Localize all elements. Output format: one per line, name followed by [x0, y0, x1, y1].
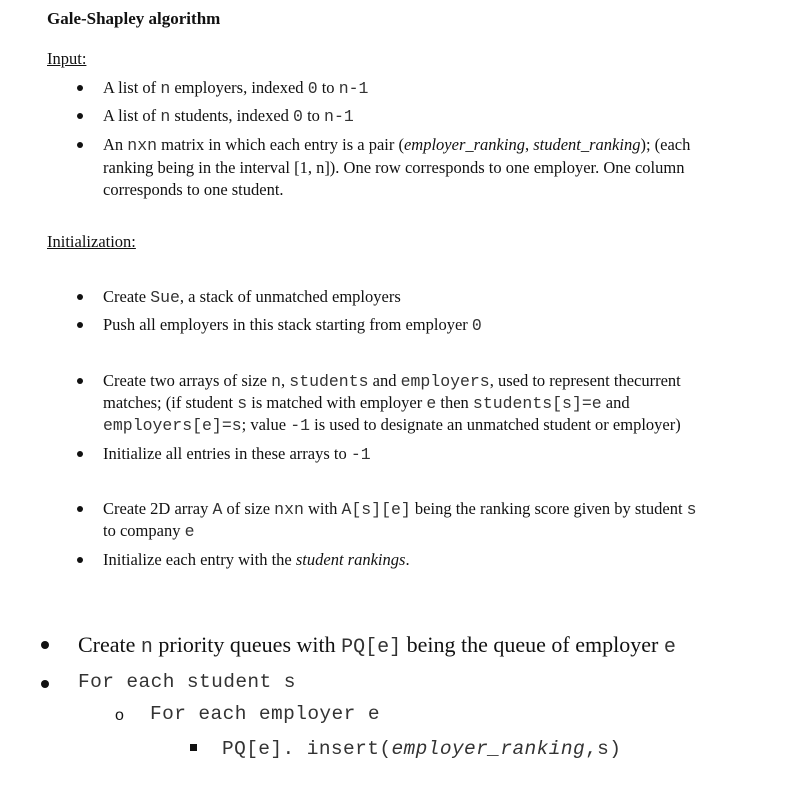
input-item-students: A list of n students, indexed 0 to n-1: [103, 106, 354, 126]
bullet-dot: [77, 113, 83, 119]
for-each-student-line: For each student s: [78, 671, 296, 693]
bullet-dot: [77, 142, 83, 148]
bullet-dot: [77, 294, 83, 300]
init-item-stack: Create Sue, a stack of unmatched employers: [103, 287, 401, 307]
init-item-arrays: Create two arrays of size n, students and employers, used to represent thecurrent: [103, 371, 681, 391]
bullet-dot: [41, 641, 49, 649]
bullet-dot: [41, 680, 49, 688]
init-item-arrays-line3: employers[e]=s; value -1 is used to designate an unmatched student or employer): [103, 415, 681, 435]
bullet-dot: [77, 85, 83, 91]
hollow-bullet: o: [115, 707, 124, 724]
bullet-dot: [77, 557, 83, 563]
bullet-dot: [77, 322, 83, 328]
input-item-matrix-line2: ranking being in the interval [1, n]). One row corresponds to one employer. One column: [103, 158, 685, 177]
input-item-matrix-line3: corresponds to one student.: [103, 180, 284, 199]
init-item-initialize-arrays: Initialize all entries in these arrays to -1: [103, 444, 371, 464]
input-heading: Input:: [47, 49, 87, 68]
init-item-2d-array-line2: to company e: [103, 521, 195, 541]
init-item-arrays-line2: matches; (if student s is matched with employer e then students[s]=e and: [103, 393, 630, 413]
init-item-student-rankings: Initialize each entry with the student rankings.: [103, 550, 410, 569]
input-item-employers: A list of n employers, indexed 0 to n-1: [103, 78, 369, 98]
initialization-heading: Initialization:: [47, 232, 136, 251]
bullet-dot: [77, 378, 83, 384]
pq-create-line: Create n priority queues with PQ[e] being the queue of employer e: [78, 632, 676, 659]
init-item-push: Push all employers in this stack starting from employer 0: [103, 315, 482, 335]
bullet-dot: [77, 451, 83, 457]
bullet-dot: [77, 506, 83, 512]
square-bullet: [190, 744, 197, 751]
input-item-matrix: An nxn matrix in which each entry is a pair (employer_ranking, student_ranking); (each: [103, 135, 691, 155]
pq-insert-line: PQ[e]. insert(employer_ranking,s): [222, 738, 622, 760]
for-each-employer-line: For each employer e: [150, 703, 380, 725]
page-title: Gale-Shapley algorithm: [47, 9, 221, 28]
init-item-2d-array: Create 2D array A of size nxn with A[s][e] being the ranking score given by student s: [103, 499, 697, 519]
